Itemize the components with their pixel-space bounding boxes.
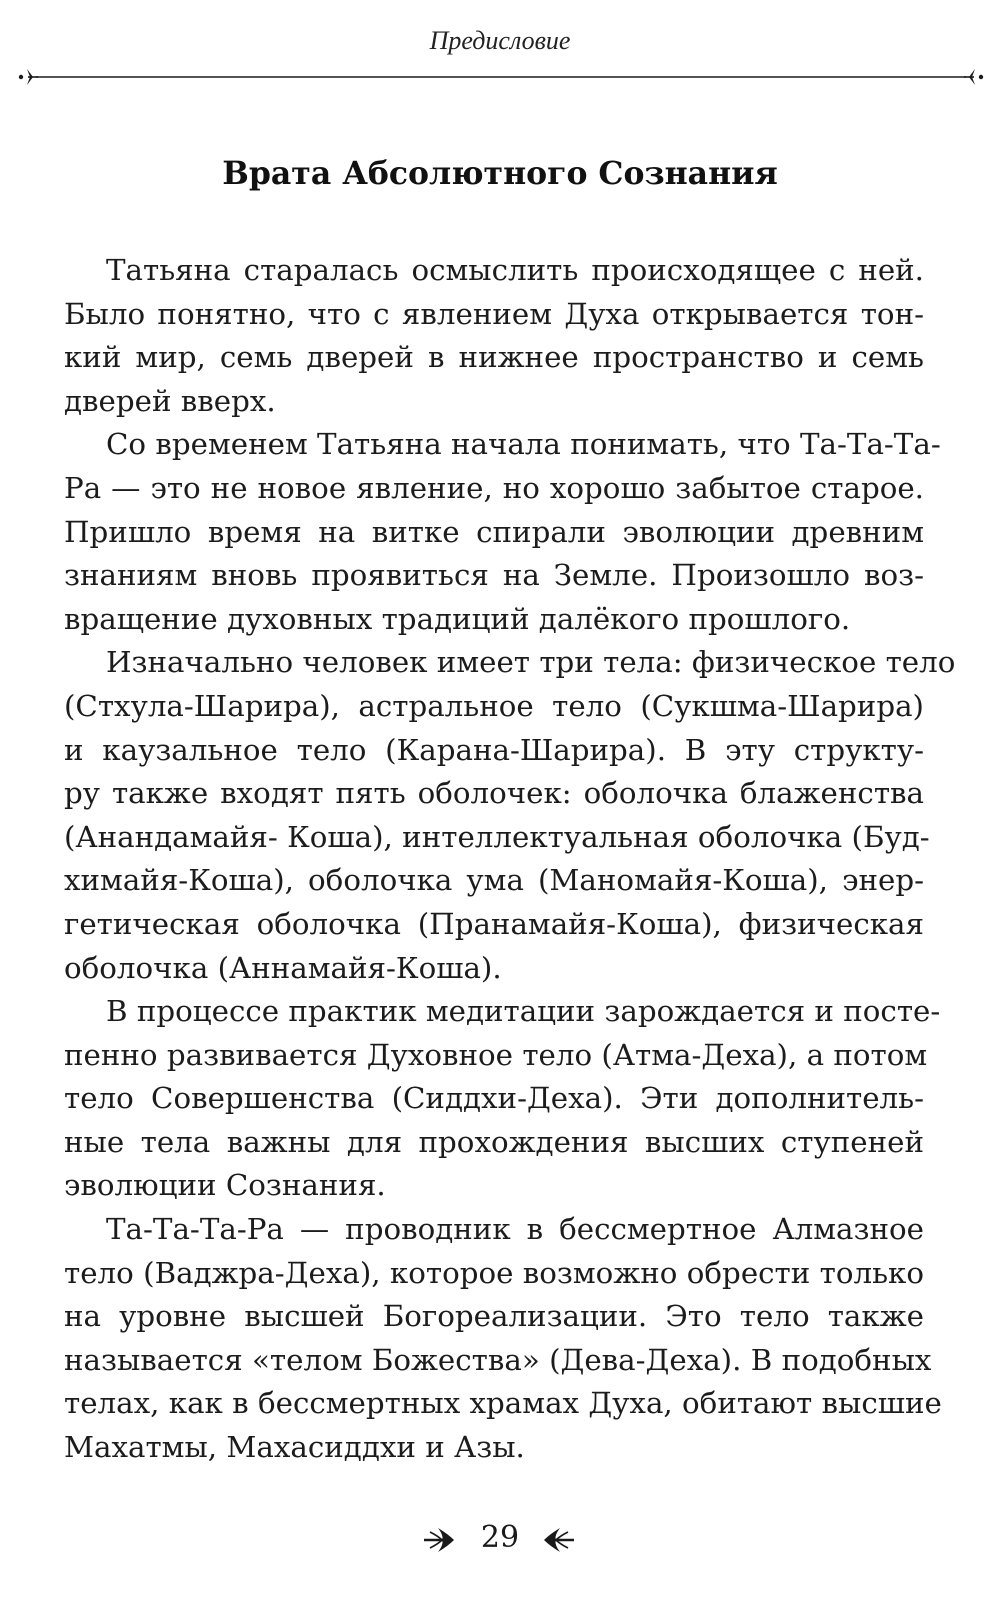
text-line: Было понятно, что с явлением Духа открывается тон- bbox=[64, 296, 924, 331]
text-line: телах, как в бессмертных храмах Духа, обитают высшие bbox=[64, 1386, 942, 1421]
text-line: тело (Ваджра-Деха), которое возможно обрести только bbox=[64, 1255, 924, 1290]
text-line: Та-Та-Та-Ра — проводник в бессмертное Алмазное bbox=[106, 1212, 924, 1247]
text-line: Татьяна старалась осмыслить происходящее с ней. bbox=[106, 253, 924, 287]
text-line: на уровне высшей Богореализации. Это тело также bbox=[64, 1299, 924, 1334]
text-line: Изначально человек имеет три тела: физическое тело bbox=[106, 645, 956, 680]
running-header: Предисловие bbox=[429, 26, 571, 55]
text-line: гетическая оболочка (Пранамайя-Коша), физическая bbox=[64, 906, 924, 941]
text-line: Ра — это не новое явление, но хорошо забытое старое. bbox=[64, 470, 924, 505]
text-line: Пришло время на витке спирали эволюции древним bbox=[64, 514, 924, 549]
text-line: ные тела важны для прохождения высших ступеней bbox=[64, 1124, 924, 1159]
text-line: называется «телом Божества» (Дева-Деха). В подобных bbox=[64, 1342, 932, 1377]
header-divider bbox=[18, 64, 984, 90]
section-title: Врата Абсолютного Сознания bbox=[222, 155, 778, 192]
text-line: В процессе практик медитации зарождается и посте- bbox=[106, 994, 941, 1029]
text-line: эволюции Сознания. bbox=[64, 1168, 386, 1203]
text-line: вращение духовных традиций далёкого прошлого. bbox=[64, 601, 851, 636]
text-line: кий мир, семь дверей в нижнее пространство и семь bbox=[64, 340, 924, 375]
text-line: тело Совершенства (Сиддхи-Деха). Эти дополнитель- bbox=[64, 1081, 924, 1116]
body-text bbox=[64, 249, 956, 1470]
text-line: пенно развивается Духовное тело (Атма-Деха), а потом bbox=[64, 1037, 928, 1072]
page-number: 29 bbox=[480, 1520, 520, 1555]
text-line: оболочка (Аннамайя-Коша). bbox=[64, 950, 502, 985]
text-line: и каузальное тело (Карана-Шарира). В эту структу- bbox=[64, 732, 924, 767]
right-ornament-icon bbox=[964, 69, 983, 85]
text-line: (Анандамайя- Коша), интеллектуальная оболочка (Буд- bbox=[64, 819, 930, 854]
text-line: Махатмы, Махасиддхи и Азы. bbox=[64, 1430, 525, 1465]
text-line: (Стхула-Шарира), астральное тело (Сукшма-Шарира) bbox=[64, 688, 924, 723]
right-flourish-icon bbox=[534, 1520, 578, 1560]
text-line: химайя-Коша), оболочка ума (Маномайя-Коша), энер- bbox=[64, 863, 924, 898]
left-ornament-icon bbox=[19, 69, 38, 85]
text-line: дверей вверх. bbox=[64, 383, 276, 418]
text-line: знаниям вновь проявиться на Земле. Произошло воз- bbox=[64, 558, 924, 593]
text-line: Со временем Татьяна начала понимать, что Та-Та-Та- bbox=[106, 427, 941, 462]
text-line: ру также входят пять оболочек: оболочка блаженства bbox=[64, 776, 924, 811]
page-footer bbox=[400, 1512, 600, 1572]
